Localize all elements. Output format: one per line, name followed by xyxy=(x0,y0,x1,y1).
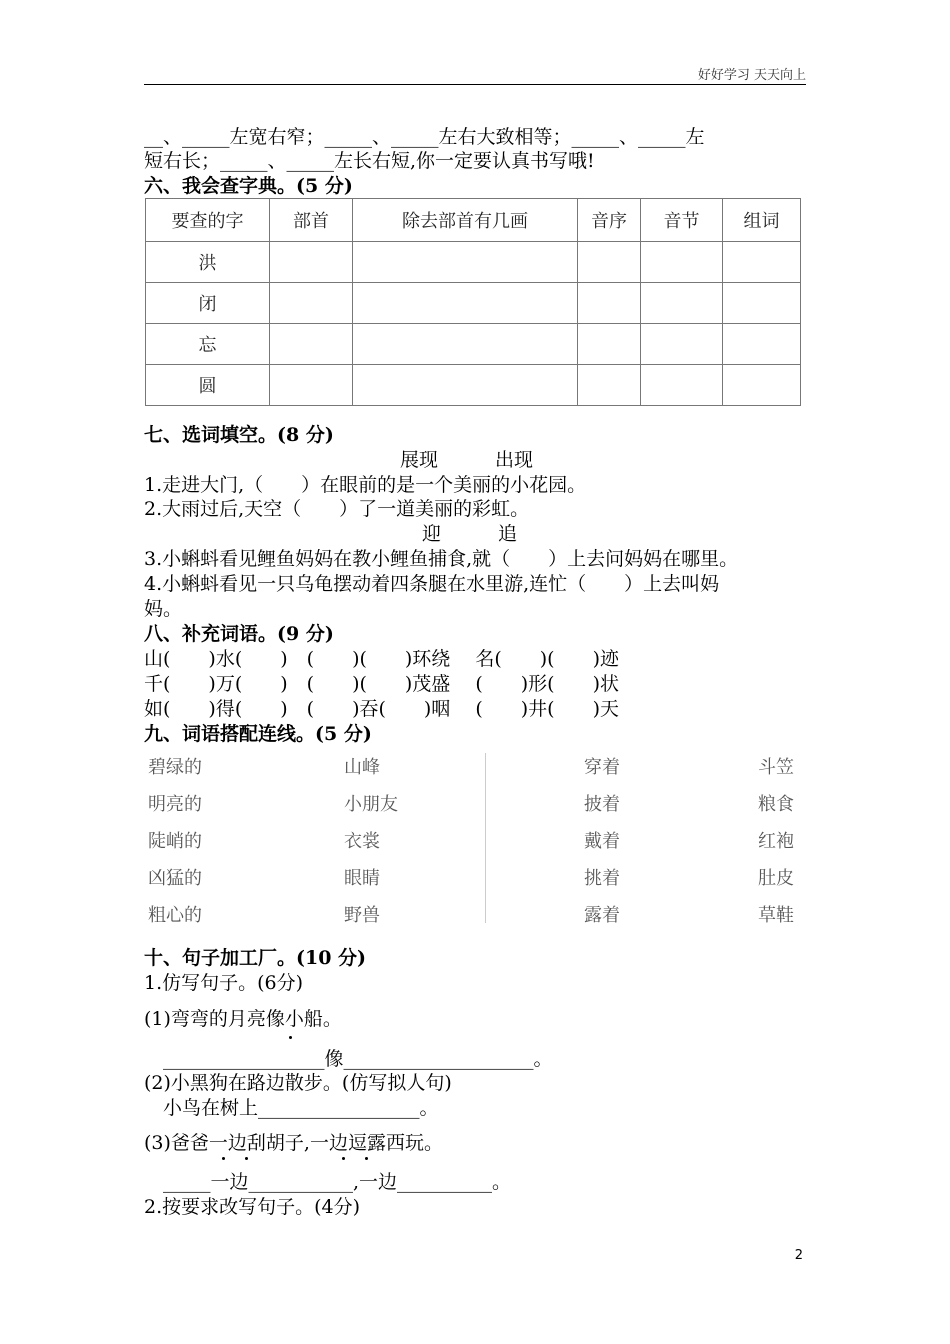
match-adj[interactable]: 陡峭的 xyxy=(148,831,202,852)
section9-title: 九、词语搭配连线。(5 分) xyxy=(144,723,372,745)
answer-cell[interactable] xyxy=(353,324,578,365)
section6-title: 六、我会查字典。(5 分) xyxy=(144,175,353,197)
header-cell: 音序 xyxy=(578,199,641,242)
part2-title: 2.按要求改写句子。(4分) xyxy=(144,1196,361,1218)
match-adj[interactable]: 凶猛的 xyxy=(148,868,202,889)
question-2: 2.大雨过后,天空（ ）了一道美丽的彩虹。 xyxy=(144,498,530,520)
question-4: 4.小蝌蚪看见一只乌龟摆动着四条腿在水里游,连忙（ ）上去叫妈 xyxy=(144,573,720,595)
answer-cell[interactable] xyxy=(723,283,801,324)
table-row xyxy=(146,283,801,324)
answer-cell[interactable] xyxy=(353,242,578,283)
question-3: 3.小蝌蚪看见鲤鱼妈妈在教小鲤鱼捕食,就（ ）上去问妈妈在哪里。 xyxy=(144,548,739,570)
match-noun[interactable]: 衣裳 xyxy=(344,831,380,852)
dictionary-table xyxy=(145,198,801,406)
header-cell: 要查的字 xyxy=(146,199,270,242)
idiom-row-2: 千( )万( ) ( )( )茂盛 ( )形( )状 xyxy=(144,673,619,695)
header-cell: 部首 xyxy=(270,199,353,242)
answer-cell[interactable] xyxy=(641,365,723,406)
word-choices-2: 迎 追 xyxy=(422,523,518,545)
match-object[interactable]: 粮食 xyxy=(758,794,794,815)
idiom-row-1: 山( )水( ) ( )( )环绕 名( )( )迹 xyxy=(144,648,619,670)
emphasis-dot xyxy=(222,1157,225,1160)
table-row xyxy=(146,324,801,365)
intro-line-1: __、_____左宽右窄；_____、_____左右大致相等；_____、_____左 xyxy=(144,126,705,148)
match-adj[interactable]: 明亮的 xyxy=(148,794,202,815)
answer-cell[interactable] xyxy=(353,365,578,406)
header-cell: 除去部首有几画 xyxy=(353,199,578,242)
answer-cell[interactable] xyxy=(641,324,723,365)
char-cell: 圆 xyxy=(146,365,270,406)
match-object[interactable]: 肚皮 xyxy=(758,868,794,889)
part1-title: 1.仿写句子。(6分) xyxy=(144,972,304,994)
table-row xyxy=(146,242,801,283)
match-object[interactable]: 草鞋 xyxy=(758,905,794,926)
answer-cell[interactable] xyxy=(723,365,801,406)
char-cell: 忘 xyxy=(146,324,270,365)
answer-cell[interactable] xyxy=(641,283,723,324)
answer-cell[interactable] xyxy=(270,283,353,324)
match-object[interactable]: 斗笠 xyxy=(758,757,794,778)
page-number: 2 xyxy=(794,1248,803,1263)
header-rule xyxy=(144,84,806,85)
match-verb[interactable]: 穿着 xyxy=(584,757,620,778)
sentence-3-fill[interactable]: _____一边___________,一边__________。 xyxy=(144,1171,512,1193)
answer-cell[interactable] xyxy=(578,283,641,324)
sentence-3: (3)爸爸一边刮胡子,一边逗露西玩。 xyxy=(144,1132,443,1154)
answer-cell[interactable] xyxy=(270,242,353,283)
table-row xyxy=(146,365,801,406)
answer-cell[interactable] xyxy=(578,242,641,283)
header-cell: 音节 xyxy=(641,199,723,242)
question-4-cont: 妈。 xyxy=(144,598,183,620)
match-noun[interactable]: 眼睛 xyxy=(344,868,380,889)
match-adj[interactable]: 碧绿的 xyxy=(148,757,202,778)
section8-title: 八、补充词语。(9 分) xyxy=(144,623,334,645)
sentence-2: (2)小黑狗在路边散步。(仿写拟人句) xyxy=(144,1072,452,1094)
answer-cell[interactable] xyxy=(641,242,723,283)
answer-cell[interactable] xyxy=(578,365,641,406)
word-choices-1: 展现 出现 xyxy=(400,449,534,471)
sentence-1: (1)弯弯的月亮像小船。 xyxy=(144,1008,342,1030)
column-divider xyxy=(485,753,486,923)
sentence-1-fill[interactable]: _________________像____________________。 xyxy=(144,1048,553,1070)
match-noun[interactable]: 山峰 xyxy=(344,757,380,778)
match-adj[interactable]: 粗心的 xyxy=(148,905,202,926)
emphasis-dot xyxy=(289,1036,292,1039)
answer-cell[interactable] xyxy=(723,242,801,283)
emphasis-dot xyxy=(342,1157,345,1160)
section7-title: 七、选词填空。(8 分) xyxy=(144,424,334,446)
question-1: 1.走进大门,（ ）在眼前的是一个美丽的小花园。 xyxy=(144,474,587,496)
match-noun[interactable]: 小朋友 xyxy=(344,794,398,815)
emphasis-dot xyxy=(245,1157,248,1160)
answer-cell[interactable] xyxy=(578,324,641,365)
char-cell: 闭 xyxy=(146,283,270,324)
answer-cell[interactable] xyxy=(270,324,353,365)
answer-cell[interactable] xyxy=(270,365,353,406)
section10-title: 十、句子加工厂。(10 分) xyxy=(144,947,367,969)
sentence-2-fill[interactable]: 小鸟在树上_________________。 xyxy=(144,1097,439,1119)
table-header-row xyxy=(146,199,801,242)
match-object[interactable]: 红袍 xyxy=(758,831,794,852)
header-cell: 组词 xyxy=(723,199,801,242)
match-verb[interactable]: 挑着 xyxy=(584,868,620,889)
intro-line-2: 短右长；_____、_____左长右短,你一定要认真书写哦! xyxy=(144,150,595,172)
match-verb[interactable]: 披着 xyxy=(584,794,620,815)
match-noun[interactable]: 野兽 xyxy=(344,905,380,926)
match-verb[interactable]: 戴着 xyxy=(584,831,620,852)
answer-cell[interactable] xyxy=(723,324,801,365)
header-text: 好好学习 天天向上 xyxy=(697,68,806,83)
emphasis-dot xyxy=(365,1157,368,1160)
match-verb[interactable]: 露着 xyxy=(584,905,620,926)
answer-cell[interactable] xyxy=(353,283,578,324)
char-cell: 洪 xyxy=(146,242,270,283)
idiom-row-3: 如( )得( ) ( )吞( )咽 ( )井( )天 xyxy=(144,698,619,720)
